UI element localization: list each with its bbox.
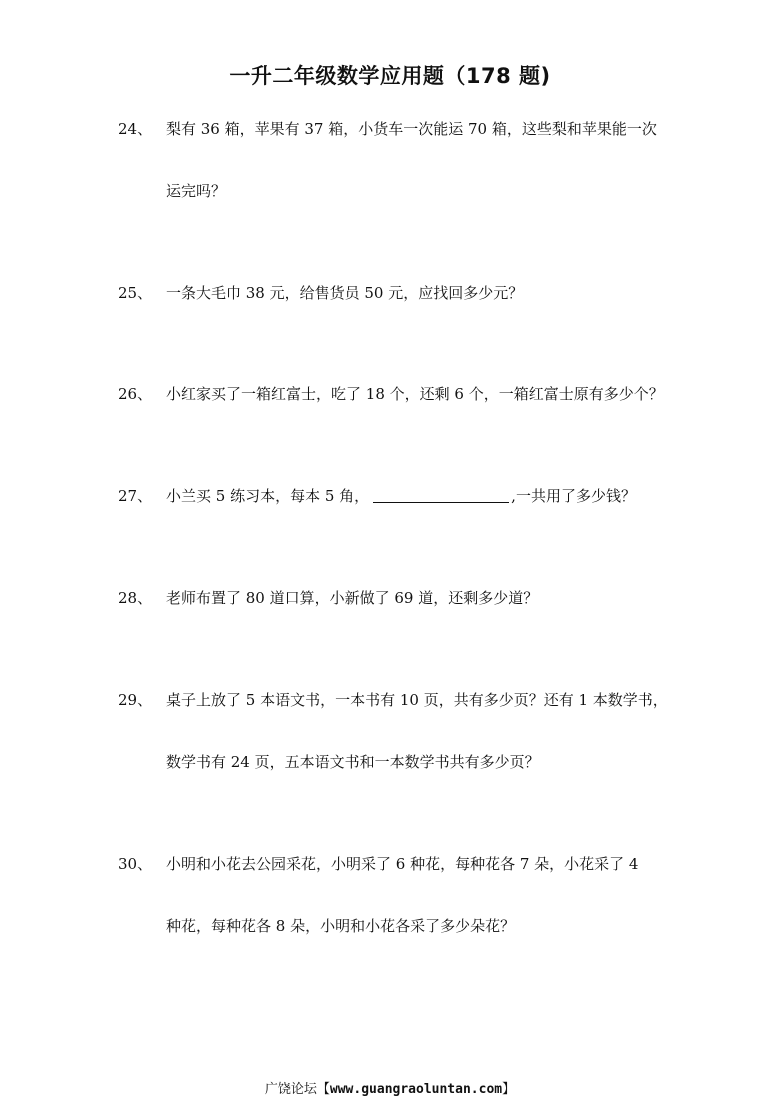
question-number: 27、	[118, 487, 153, 505]
footer-url: www.guangraoluntan.com	[329, 1082, 503, 1097]
question-number: 28、	[118, 589, 153, 607]
question-number: 25、	[118, 284, 153, 302]
page-footer	[0, 1078, 780, 1097]
footer-close: 】	[502, 1082, 516, 1097]
question-text-line2: 运完吗？	[166, 182, 227, 200]
question-text-line2: 数学书有 24 页，五本语文书和一本数学书共有多少页？	[166, 753, 540, 771]
question-text-line1: 梨有 36 箱，苹果有 37 箱，小货车一次能运 70 箱，这些梨和苹果能一次	[166, 120, 657, 138]
question-text-after-blank: ,一共用了多少钱？	[511, 487, 636, 505]
question-number: 30、	[118, 855, 153, 873]
question-number: 26、	[118, 385, 153, 403]
footer-label: 广饶论坛【	[264, 1082, 330, 1097]
question-text-before-blank: 小兰买 5 练习本，每本 5 角，	[166, 487, 370, 505]
question-text-line2: 种花，每种花各 8 朵，小明和小花各采了多少朵花？	[166, 917, 516, 935]
question-text-line1	[166, 485, 636, 506]
page-title: 一升二年级数学应用题（178 题)	[229, 64, 551, 88]
question-number: 29、	[118, 691, 153, 709]
question-text-line1: 小明和小花去公园采花，小明采了 6 种花，每种花各 7 朵，小花采了 4	[166, 855, 639, 873]
question-text-line1: 老师布置了 80 道口算，小新做了 69 道，还剩多少道？	[166, 589, 539, 607]
answer-blank	[373, 488, 509, 503]
question-number: 24、	[118, 120, 153, 138]
question-text-line1: 一条大毛巾 38 元，给售货员 50 元，应找回多少元？	[166, 284, 524, 302]
question-text-line1: 小红家买了一箱红富士，吃了 18 个，还剩 6 个，一箱红富士原有多少个？	[166, 385, 664, 403]
question-text-line1: 桌子上放了 5 本语文书，一本书有 10 页，共有多少页？还有 1 本数学书，	[166, 691, 668, 709]
